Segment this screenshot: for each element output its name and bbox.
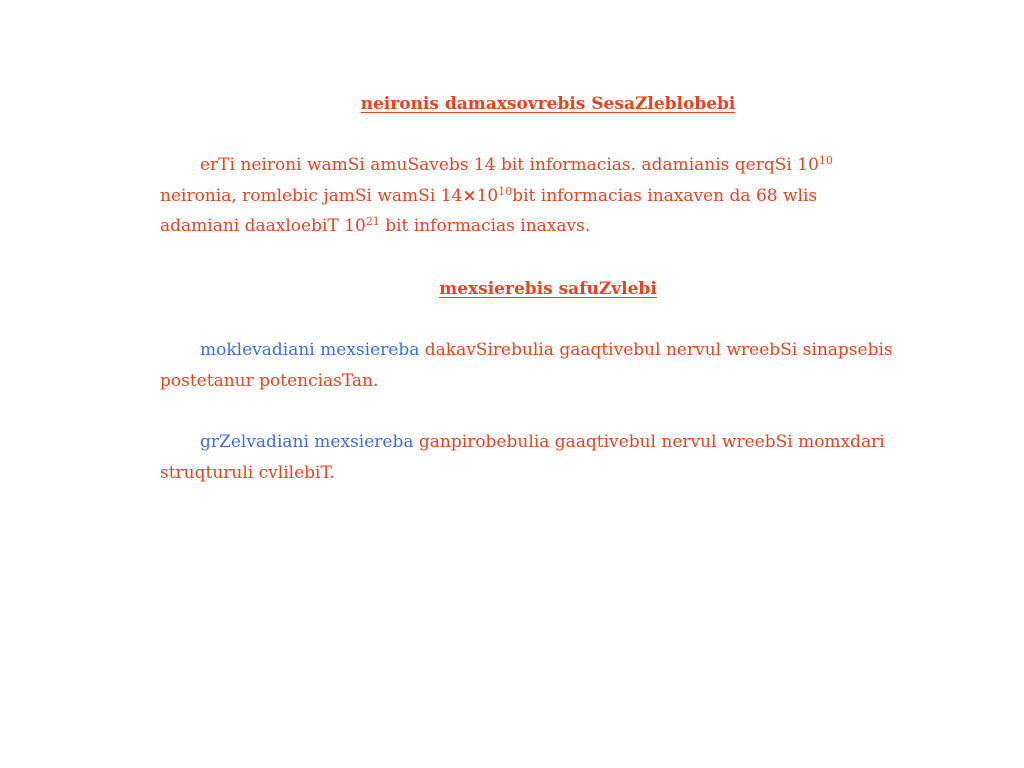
heading-neuron-memory-capacity: neironis damaxsovrebis SesaZleblobebi (360, 94, 736, 114)
paragraph-neuron-information (160, 150, 900, 242)
para1-text-2: neironia, romlebic jamSi wamSi 14 (160, 185, 463, 206)
para1-text-4: bit informacias inaxaven da 68 wlis adamiani daaxloebiT 10 (160, 185, 818, 236)
para1-superscript-2: 10 (498, 184, 513, 198)
para2-text: dakavSirebulia gaaqtivebul nervul wreebSi sinapsebis postetanur potenciasTan. (160, 340, 893, 391)
term-long-term-memory: grZelvadiani mexsiereba (200, 432, 414, 452)
multiplication-sign: × (462, 185, 477, 206)
para1-superscript-3: 21 (365, 215, 380, 228)
paragraph-short-term-memory (160, 335, 900, 396)
para3-text: ganpirobebulia gaaqtivebul nervul wreebSi momxdari struqturuli cvlilebiT. (160, 432, 885, 483)
para1-text-5: bit informacias inaxavs. (379, 216, 591, 236)
para1-text-1: erTi neironi wamSi amuSavebs 14 bit informacias. adamianis qerqSi 10 (200, 155, 819, 175)
para1-text-3: 10 (476, 185, 499, 206)
term-short-term-memory: moklevadiani mexsiereba (200, 340, 420, 360)
heading-memory-foundations: mexsierebis safuZvlebi (439, 279, 657, 299)
para1-superscript-1: 10 (818, 154, 833, 167)
paragraph-long-term-memory (160, 427, 900, 488)
